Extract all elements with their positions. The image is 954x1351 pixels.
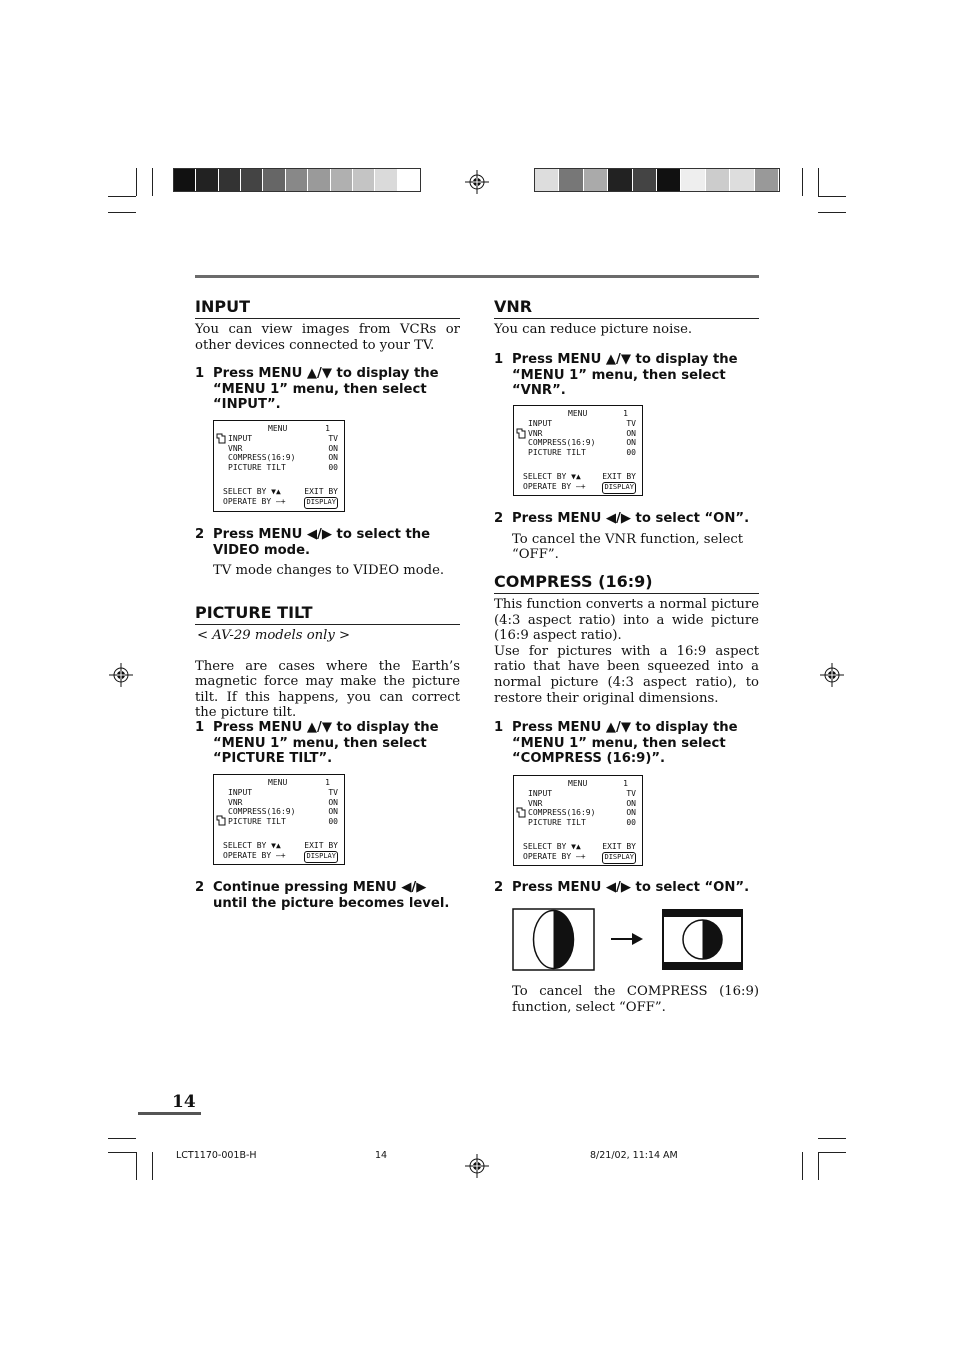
color-swatch <box>657 169 681 191</box>
wide-picture-icon <box>661 908 745 972</box>
menu-page: 1 <box>623 779 628 788</box>
menu-exit-by: EXIT BY <box>304 487 338 496</box>
picture-tilt-models: < AV-29 models only > <box>197 628 351 643</box>
input-section <box>195 297 460 353</box>
menu-value: 00 <box>626 817 636 827</box>
step-number: 2 <box>494 511 504 526</box>
menu-item-input: INPUT <box>228 788 253 797</box>
registration-mark-top-icon <box>465 170 489 194</box>
vnr-step2-text: Press MENU ◀/▶ to select “ON”. <box>512 511 750 526</box>
menu-value: ON <box>626 798 636 808</box>
compress-step1 <box>494 720 759 767</box>
top-rule <box>195 275 759 278</box>
input-intro: You can view images from VCRs or other devices connected to your TV. <box>195 322 460 353</box>
vnr-heading: VNR <box>494 297 759 319</box>
crop-mark <box>108 1138 136 1139</box>
footer-timestamp: 8/21/02, 11:14 AM <box>590 1150 678 1161</box>
menu-value: ON <box>626 428 636 438</box>
crop-mark <box>818 212 846 213</box>
input-step1 <box>195 366 460 413</box>
step-number: 1 <box>195 366 205 381</box>
pointing-hand-icon <box>516 428 526 439</box>
menu-value: ON <box>328 453 338 462</box>
color-bar-right <box>534 168 780 192</box>
menu-exit-by: EXIT BY <box>602 842 636 851</box>
color-swatch <box>755 169 779 191</box>
crop-mark <box>818 196 846 197</box>
vnr-step2 <box>494 511 759 563</box>
menu-item-compress: COMPRESS(16:9) <box>528 438 596 447</box>
crop-mark <box>152 168 153 196</box>
color-swatch <box>633 169 657 191</box>
color-swatch <box>681 169 705 191</box>
display-key: DISPLAY <box>602 482 636 494</box>
menu-item-picture-tilt: PICTURE TILT <box>528 447 586 457</box>
color-swatch <box>706 169 730 191</box>
color-swatch <box>263 169 285 191</box>
vnr-intro: You can reduce picture noise. <box>494 322 693 337</box>
picture-tilt-section <box>195 603 460 721</box>
color-swatch <box>174 169 196 191</box>
menu-value: 00 <box>328 816 338 826</box>
crop-mark <box>802 1152 803 1180</box>
display-key: DISPLAY <box>304 851 338 863</box>
menu-screen-picture-tilt <box>213 774 345 865</box>
menu-item-vnr: VNR <box>528 798 543 808</box>
menu-select-by: SELECT BY ▼▲ <box>523 472 581 481</box>
color-swatch <box>308 169 330 191</box>
pointing-hand-icon <box>216 433 226 444</box>
vnr-step1 <box>494 352 759 399</box>
picture-tilt-step1 <box>195 720 460 767</box>
menu-value: ON <box>328 797 338 807</box>
color-swatch <box>219 169 241 191</box>
color-swatch <box>353 169 375 191</box>
color-swatch <box>331 169 353 191</box>
menu-value: TV <box>328 434 338 443</box>
crop-mark <box>108 212 136 213</box>
menu-value: ON <box>328 807 338 816</box>
step-number: 1 <box>195 720 205 735</box>
menu-value: ON <box>626 438 636 447</box>
color-swatch <box>608 169 632 191</box>
menu-value: 00 <box>328 462 338 472</box>
picture-tilt-step2 <box>195 880 460 911</box>
color-swatch <box>196 169 218 191</box>
menu-value: TV <box>626 789 636 798</box>
page-number: 14 <box>172 1092 196 1112</box>
crop-mark <box>108 196 136 197</box>
crop-mark <box>818 1138 846 1139</box>
color-swatch <box>241 169 263 191</box>
menu-item-input: INPUT <box>528 789 553 798</box>
menu-screen-compress <box>513 775 643 866</box>
menu-page: 1 <box>325 778 330 787</box>
menu-operate-by: OPERATE BY —+ <box>523 852 586 861</box>
input-step1-text: Press MENU ▲/▼ to display the “MENU 1” menu, then select “INPUT”. <box>213 366 439 412</box>
color-swatch <box>535 169 559 191</box>
input-note: TV mode changes to VIDEO mode. <box>213 563 445 578</box>
display-key: DISPLAY <box>304 497 338 509</box>
compress-note-block <box>494 984 759 1015</box>
crop-mark <box>818 1152 819 1180</box>
menu-operate-by: OPERATE BY —+ <box>223 851 286 860</box>
page-number-rule <box>138 1112 201 1115</box>
picture-tilt-intro: There are cases where the Earth’s magnetic force may make the picture tilt. If this happens, you can correct the picture tilt. <box>195 658 460 721</box>
compress-step2-text: Press MENU ◀/▶ to select “ON”. <box>512 880 750 895</box>
menu-screen-vnr <box>513 405 643 496</box>
menu-value: TV <box>626 419 636 428</box>
color-swatch <box>286 169 308 191</box>
menu-operate-by: OPERATE BY —+ <box>523 482 586 491</box>
registration-mark-bottom-icon <box>465 1154 489 1178</box>
compress-intro-1: This function converts a normal picture (4:3 aspect ratio) into a wide picture (16:9 aspect ratio). <box>494 597 760 644</box>
color-bar-left <box>173 168 421 192</box>
registration-mark-right-icon <box>820 663 844 687</box>
menu-screen-input <box>213 420 345 512</box>
menu-exit-by: EXIT BY <box>602 472 636 481</box>
compress-section <box>494 572 759 706</box>
color-swatch <box>730 169 754 191</box>
vnr-step1-text: Press MENU ▲/▼ to display the “MENU 1” menu, then select “VNR”. <box>512 352 738 398</box>
menu-item-picture-tilt: PICTURE TILT <box>228 816 286 826</box>
compress-note: To cancel the COMPRESS (16:9) function, select “OFF”. <box>512 984 759 1015</box>
color-swatch <box>375 169 397 191</box>
menu-value: ON <box>626 808 636 817</box>
input-heading: INPUT <box>195 297 460 319</box>
menu-exit-by: EXIT BY <box>304 841 338 850</box>
menu-item-compress: COMPRESS(16:9) <box>528 808 596 817</box>
input-step2 <box>195 527 460 579</box>
menu-page: 1 <box>325 424 330 433</box>
picture-tilt-step1-text: Press MENU ▲/▼ to display the “MENU 1” menu, then select “PICTURE TILT”. <box>213 720 439 766</box>
crop-mark <box>802 168 803 196</box>
crop-mark <box>818 168 819 196</box>
compress-heading: COMPRESS (16:9) <box>494 572 759 594</box>
footer-doc-code: LCT1170-001B-H <box>176 1150 257 1161</box>
crop-mark <box>108 1152 136 1153</box>
color-swatch <box>559 169 583 191</box>
arrow-right-icon <box>610 932 644 946</box>
menu-page: 1 <box>623 409 628 418</box>
menu-item-compress: COMPRESS(16:9) <box>228 453 296 462</box>
menu-select-by: SELECT BY ▼▲ <box>223 841 281 850</box>
picture-tilt-step2-text: Continue pressing MENU ◀/▶ until the picture becomes level. <box>213 880 450 911</box>
crop-mark <box>152 1152 153 1180</box>
menu-item-picture-tilt: PICTURE TILT <box>528 817 586 827</box>
menu-value: 00 <box>626 447 636 457</box>
menu-item-compress: COMPRESS(16:9) <box>228 807 296 816</box>
color-swatch <box>398 169 420 191</box>
footer-page: 14 <box>375 1150 388 1161</box>
menu-value: TV <box>328 788 338 797</box>
menu-item-picture-tilt: PICTURE TILT <box>228 462 286 472</box>
picture-tilt-heading: PICTURE TILT <box>195 603 460 625</box>
step-number: 1 <box>494 720 504 735</box>
step-number: 1 <box>494 352 504 367</box>
menu-item-vnr: VNR <box>228 443 243 453</box>
vnr-note: To cancel the VNR function, select “OFF”. <box>512 531 744 563</box>
step-number: 2 <box>494 880 504 895</box>
crop-mark <box>136 1152 137 1180</box>
color-swatch <box>584 169 608 191</box>
compress-step2 <box>494 880 759 896</box>
menu-title: MENU <box>268 424 288 433</box>
crop-mark <box>136 168 137 196</box>
vnr-section <box>494 297 759 338</box>
display-key: DISPLAY <box>602 852 636 864</box>
pointing-hand-icon <box>216 815 226 826</box>
compress-step1-text: Press MENU ▲/▼ to display the “MENU 1” menu, then select “COMPRESS (16:9)”. <box>512 720 738 766</box>
menu-operate-by: OPERATE BY —+ <box>223 497 286 506</box>
squeezed-picture-icon <box>512 908 596 972</box>
menu-select-by: SELECT BY ▼▲ <box>223 487 281 496</box>
pointing-hand-icon <box>516 807 526 818</box>
step-number: 2 <box>195 527 205 542</box>
registration-mark-left-icon <box>109 663 133 687</box>
menu-title: MENU <box>568 779 588 788</box>
menu-item-input: INPUT <box>528 419 553 428</box>
menu-title: MENU <box>568 409 588 418</box>
menu-select-by: SELECT BY ▼▲ <box>523 842 581 851</box>
input-step2-text: Press MENU ◀/▶ to select the VIDEO mode. <box>213 527 431 558</box>
menu-title: MENU <box>268 778 288 787</box>
step-number: 2 <box>195 880 205 895</box>
menu-item-input: INPUT <box>228 434 253 443</box>
menu-value: ON <box>328 443 338 453</box>
compress-intro-2: Use for pictures with a 16:9 aspect ratio that have been squeezed into a normal picture (4:3 aspect ratio), to restore their original dimensions. <box>494 643 759 706</box>
menu-item-vnr: VNR <box>528 428 543 438</box>
crop-mark <box>818 1152 846 1153</box>
menu-item-vnr: VNR <box>228 797 243 807</box>
